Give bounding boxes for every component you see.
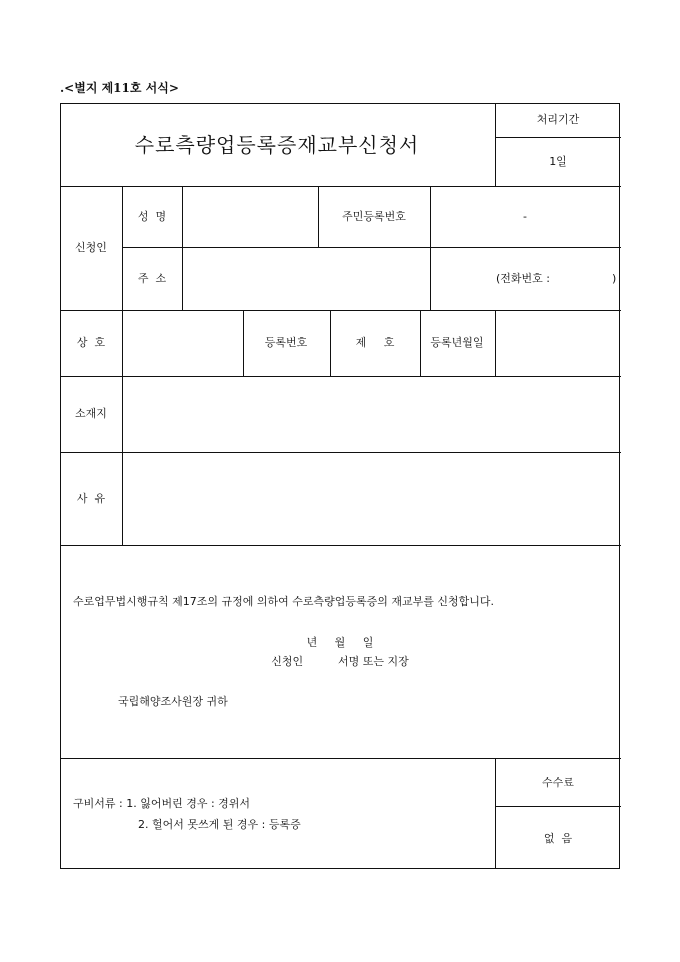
rule-processing-mid: [495, 137, 621, 138]
rule-trade-value: [243, 310, 244, 377]
fee-value: 없 음: [543, 832, 573, 845]
reason-label: 사 유: [76, 492, 106, 505]
rule-location-label: [122, 376, 123, 546]
registration-number-value[interactable]: 제 호: [355, 336, 395, 349]
required-documents-line2: 2. 헐어서 못쓰게 된 경우 : 등록증: [138, 818, 301, 831]
rule-title-processing: [495, 103, 496, 187]
required-documents-line1: 구비서류 : 1. 잃어버린 경우 : 경위서: [73, 797, 251, 810]
phone-label: (전화번호 :: [496, 272, 550, 285]
rule-fee-mid: [495, 806, 621, 807]
rule-statement-bottom: [60, 758, 621, 759]
signature-line: 신청인 서명 또는 지장: [271, 655, 409, 668]
rule-regno-label: [330, 310, 331, 377]
rule-applicant-bottom: [60, 310, 621, 311]
rule-reason-bottom: [60, 545, 621, 546]
applicant-section-label: 신청인: [75, 241, 107, 254]
rule-fee-section: [495, 758, 496, 869]
processing-period-label: 처리기간: [536, 113, 580, 126]
form-number: .<별지 제11호 서식>: [60, 81, 179, 95]
rule-business-bottom: [60, 376, 621, 377]
rule-applicant-field: [182, 186, 183, 311]
rule-trade-label: [122, 310, 123, 377]
location-label: 소재지: [75, 407, 107, 420]
rule-regdate-label: [495, 310, 496, 377]
name-label: 성 명: [137, 210, 167, 223]
trade-name-label: 상 호: [76, 336, 106, 349]
rule-name-resident: [318, 186, 319, 248]
form-title: 수로측량업등록증재교부신청서: [134, 133, 420, 157]
rule-location-bottom: [60, 452, 621, 453]
resident-number-value[interactable]: -: [523, 210, 527, 223]
statement-text: 수로업무법시행규칙 제17조의 규정에 의하여 수로측량업등록증의 재교부를 신청합니다.: [73, 595, 495, 608]
processing-period-value: 1일: [549, 155, 567, 168]
registration-date-label: 등록년월일: [430, 336, 484, 349]
fee-label: 수수료: [542, 776, 574, 789]
date-line: 년 월 일: [306, 636, 374, 649]
rule-regno-value: [420, 310, 421, 377]
registration-number-label: 등록번호: [264, 336, 308, 349]
addressee: 국립해양조사원장 귀하: [118, 695, 228, 708]
address-label: 주 소: [137, 272, 167, 285]
rule-applicant-mid: [122, 247, 621, 248]
rule-resident-value: [430, 186, 431, 311]
rule-title-bottom: [60, 186, 621, 187]
rule-applicant-label: [122, 186, 123, 311]
name-field[interactable]: [188, 210, 312, 224]
phone-close: ): [612, 272, 617, 285]
address-field[interactable]: [188, 272, 424, 286]
resident-number-label: 주민등록번호: [342, 210, 406, 223]
